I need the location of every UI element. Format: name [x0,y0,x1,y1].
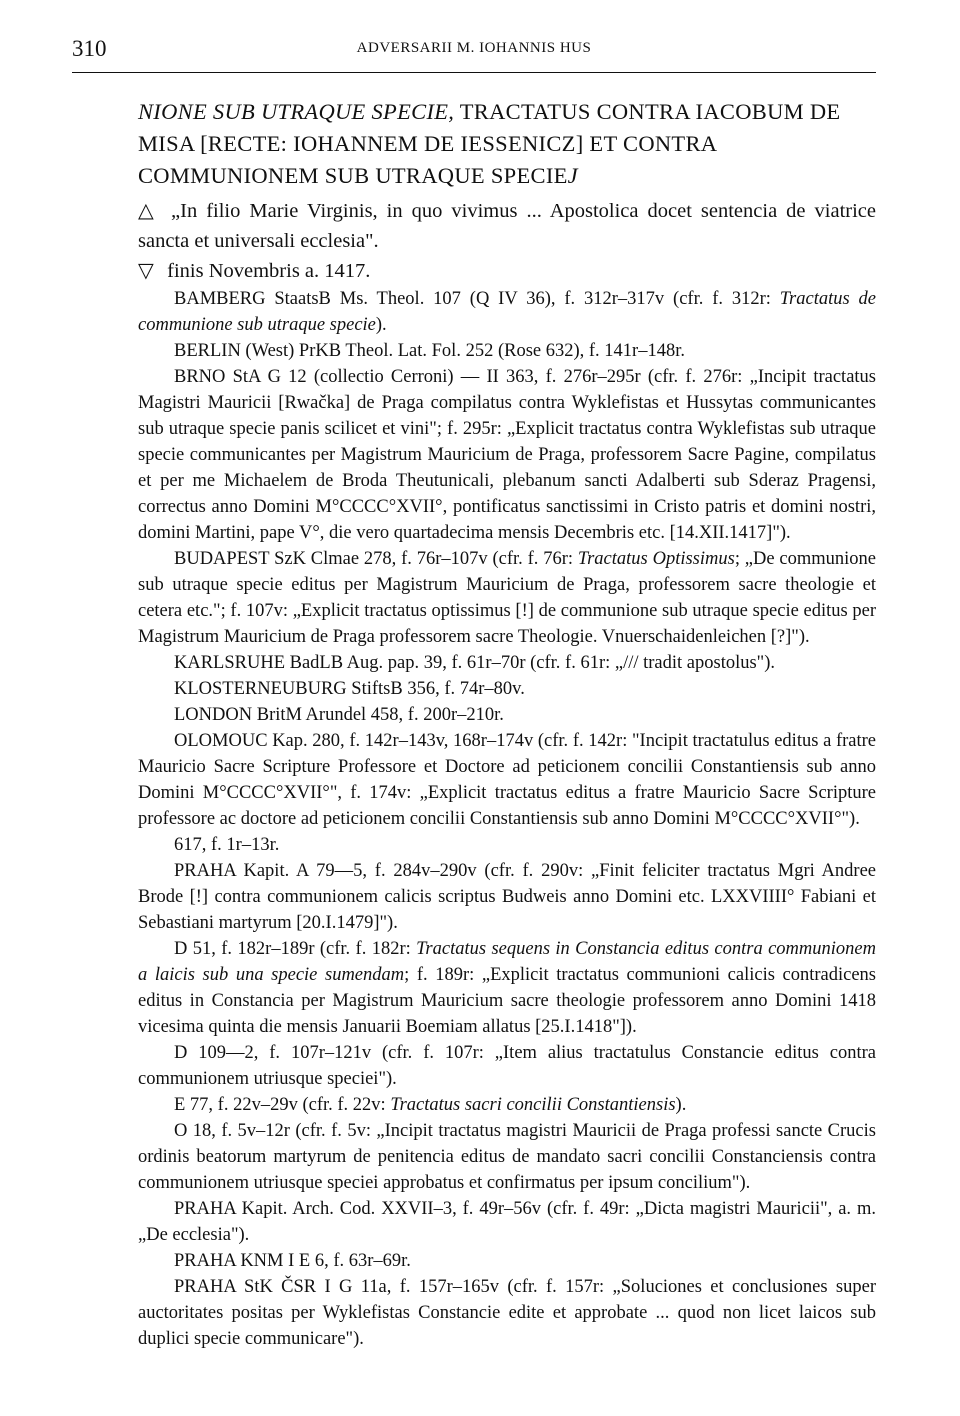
entry-text-end: ; „De communione sub utraque specie editus per Magistrum Mauricium de Praga, professorem sacre theologie et cetera etc."; f. 107v: „Explicit tractatus optissimus [!] de communione sub utraque specie editus per Magistrum Mauricium de Praga professorem sacre Theologie. Vnuerschaidenleichen [?]"). [138,549,877,647]
entry-text: PRAHA KNM I E 6, f. 63r–69r. [174,1251,411,1271]
entry-text: LONDON BritM Arundel 458, f. 200r–210r. [174,705,504,725]
manuscript-entry [138,702,876,728]
manuscript-entry [138,1040,876,1092]
header-rule [72,72,876,73]
triangle-up-icon: △ [138,200,154,222]
entry-italic-title: Tractatus sacri concilii Constantiensis [390,1095,676,1115]
incipit-line [138,196,876,256]
entry-text: BAMBERG StaatsB Ms. Theol. 107 (Q IV 36), f. 312r–317v (cfr. f. 312r: [174,289,780,309]
manuscript-entry [138,546,876,650]
page-number: 310 [72,36,107,61]
entry-text: PRAHA Kapit. A 79—5, f. 284v–290v (cfr. f. 290v: „Finit feliciter tractatus Mgri Andree Brode [!] contra communionem calicis scriptus Budweis anno Domini etc. LXXVIIII° Fabiani et Sebastiani martyrum [20.I.1479]"). [138,861,876,933]
manuscript-entry [138,676,876,702]
manuscript-entry [138,364,876,546]
main-text [138,96,876,1352]
entry-text: BERLIN (West) PrKB Theol. Lat. Fol. 252 (Rose 632), f. 141r–148r. [174,341,685,361]
manuscript-entry [138,858,876,936]
title-italic-part: NIONE SUB UTRAQUE SPECIE, [138,99,455,124]
manuscript-entry [138,832,876,858]
title-roman-part: TRACTATUS CONTRA IACOBUM DE MISA [RECTE: IOHANNEM DE IESSENICZ] ET CONTRA COMMUNIONEM SUB UTRAQUE SPECIE [138,99,841,188]
entry-text: OLOMOUC Kap. 280, f. 142r–143v, 168r–174v (cfr. f. 142r: "Incipit tractatulus editus a fratre Mauricio Sacre Scripture Professore et Doctore ad peticionem concilii Constantiensis sub anno Domini M°CCCC°XVII°", f. 174v: „Explicit tractatus editus a fratre Mauricio Sacre Scripture professore ac doctore ad peticionem concilii Constantiensis sub anno Domini M°CCCC°XVII°"). [138,731,876,829]
page-header [72,36,876,76]
entry-text: KLOSTERNEUBURG StiftsB 356, f. 74r–80v. [174,679,525,699]
entry-text: D 51, f. 182r–189r (cfr. f. 182r: [174,939,417,959]
manuscript-list [138,286,876,1352]
entry-italic-title: Tractatus Optissimus [577,549,735,569]
entry-text: PRAHA Kapit. Arch. Cod. XXVII–3, f. 49r–56v (cfr. f. 49r: „Dicta magistri Mauricii", a. m. „De ecclesia"). [138,1199,876,1245]
entry-text: BRNO StA G 12 (collectio Cerroni) — II 363, f. 276r–295r (cfr. f. 276r: „Incipit tractatus Magistri Mauricii [Rwačka] de Praga compilatus contra Wyklefistas et Hussytas communicantes sub utraque specie panis scilicet et vini"; f. 295r: „Explicit tractatus contra Wyklefistas sub utraque specie communicantes per Magistrum Mauricium de Praga, professorem Sacre Pagine, compilatus et per me Michaelem de Broda Theutunicali, plebanum sancti Adalberti sub Sderaz Pragensi, correctus anno Domini M°CCCC°XVII°, pontificatus sanctissimi in Cristo patris et domini nostri, domini Martini, pape V°, die vero quartadecima mensis Decembris etc. [14.XII.1417]"). [138,367,876,543]
section-title [138,96,876,192]
running-head: ADVERSARII M. IOHANNIS HUS [356,40,592,56]
manuscript-entry [138,936,876,1040]
entry-text: O 18, f. 5v–12r (cfr. f. 5v: „Incipit tractatus magistri Mauricii de Praga professi sancte Crucis ordinis beatorum martyrum de penitencia editus de mandato sacri concilii Constanciensis contra communionem utriusque speciei approbatus et confirmatus per ipsum concilium"). [138,1121,876,1193]
entry-text-end: ; f. 189r: „Explicit tractatus communioni calicis contradicens editus in Constancia per Magistrum Mauricium sacre theologie professorem anno Domini 1418 vicesima quinta die mensis Januarii Boemiam allatus [25.I.1418"]). [138,965,876,1037]
manuscript-entry [138,286,876,338]
manuscript-entry [138,650,876,676]
manuscript-entry [138,728,876,832]
manuscript-entry [138,1248,876,1274]
entry-text: BUDAPEST SzK Clmae 278, f. 76r–107v (cfr. f. 76r: [174,549,578,569]
entry-text: PRAHA StK ČSR I G 11a, f. 157r–165v (cfr. f. 157r: „Soluciones et conclusiones super auctoritates positas per Wyklefistas Constancie edite et approbate ... quod non licet laicos sub duplici specie communicare"). [138,1277,876,1349]
manuscript-entry [138,1118,876,1196]
incipit-text: „In filio Marie Virginis, in quo vivimus ... Apostolica docet sentencia de viatrice sancta et universali ecclesia". [138,200,876,252]
entry-text: D 109—2, f. 107r–121v (cfr. f. 107r: „Item alius tractatulus Constancie editus contra communionem utriusque speciei"). [138,1043,876,1089]
manuscript-entry [138,1196,876,1248]
entry-text: KARLSRUHE BadLB Aug. pap. 39, f. 61r–70r (cfr. f. 61r: „/// tradit apostolus"). [174,653,776,673]
entry-text-end: ). [675,1095,687,1115]
manuscript-entry [138,338,876,364]
manuscript-entry [138,1092,876,1118]
title-end-italic: J [567,163,578,188]
entry-text: 617, f. 1r–13r. [174,835,280,855]
entry-text-end: ). [375,315,387,335]
entry-italic-title: Tractatus sequens in Constancia editus contra communionem a laicis sub una specie sumendam [138,939,876,985]
entry-italic-title: Tractatus de communione sub utraque specie [138,289,876,335]
explicit-line [138,256,876,286]
explicit-text: finis Novembris a. 1417. [167,260,371,282]
manuscript-entry [138,1274,876,1352]
triangle-down-icon: ▽ [138,260,154,282]
entry-text: E 77, f. 22v–29v (cfr. f. 22v: [174,1095,391,1115]
